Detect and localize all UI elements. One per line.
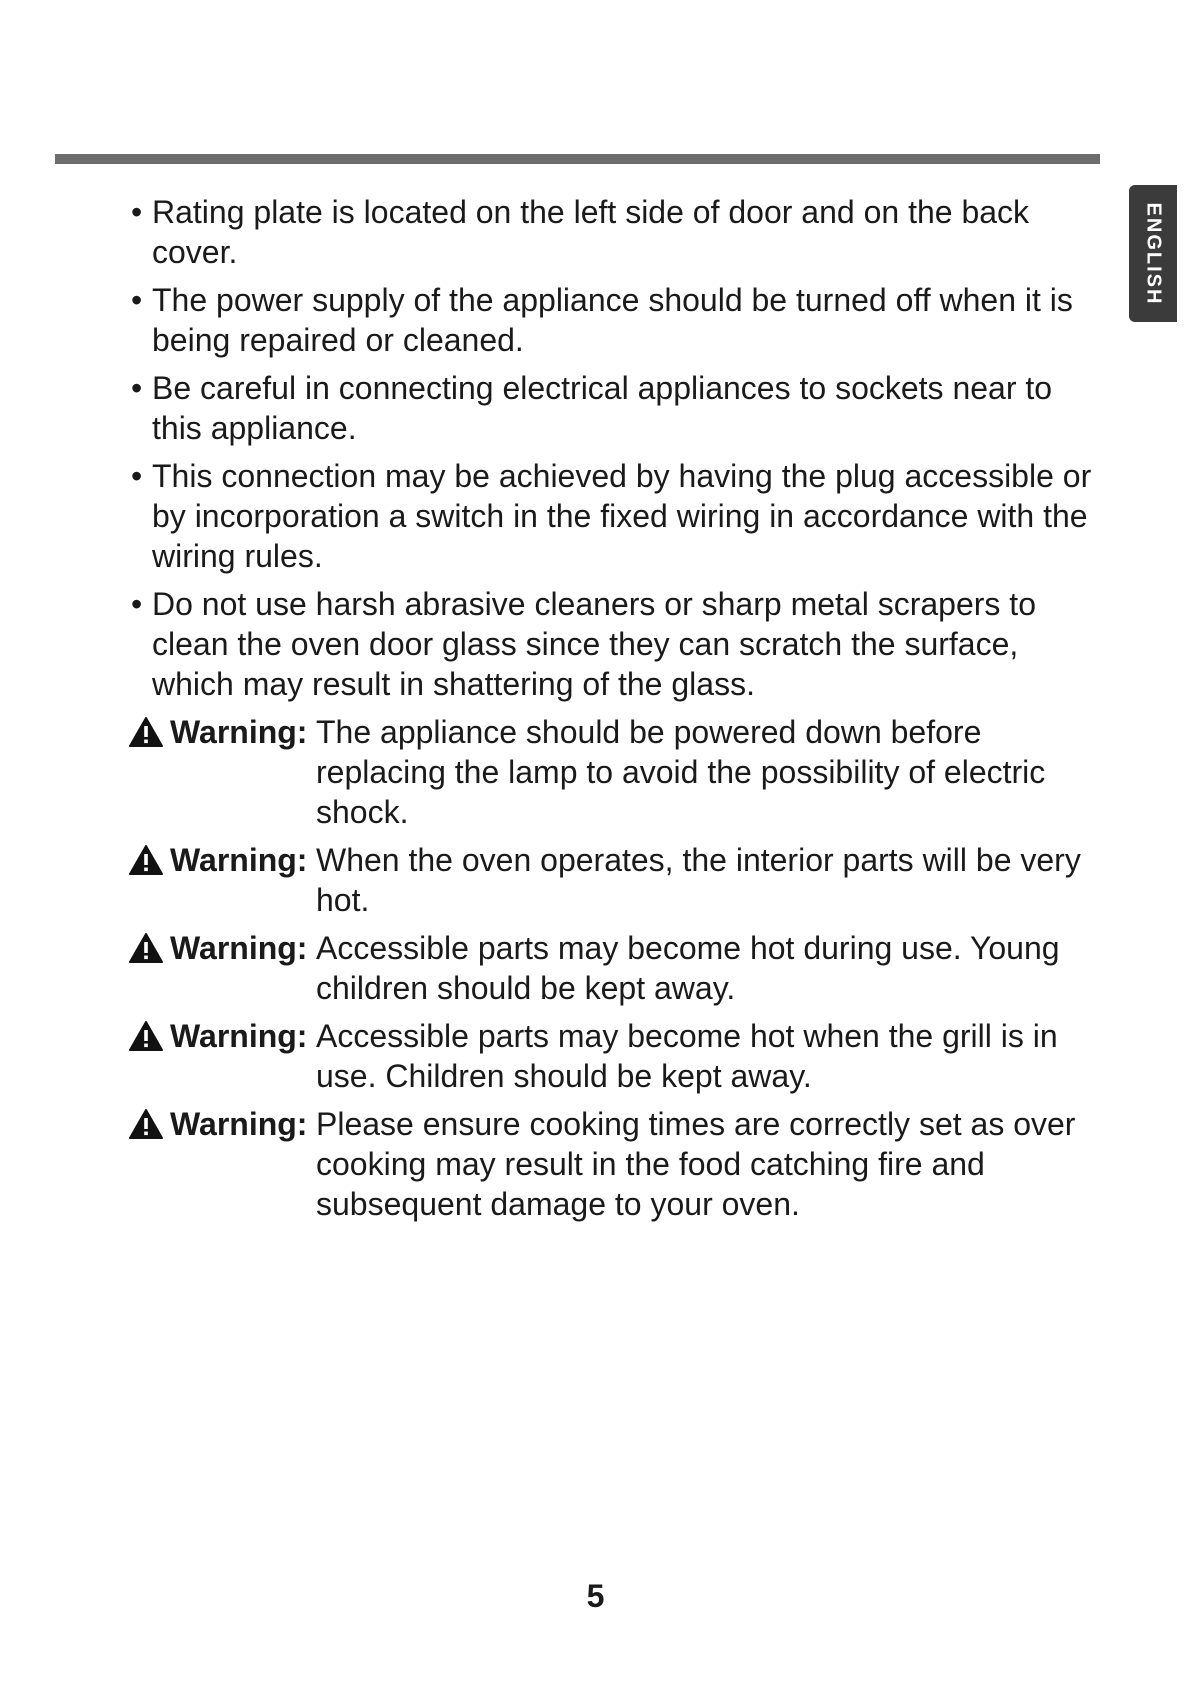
language-tab: [1129, 185, 1177, 322]
language-tab-label: ENGLISH: [1142, 202, 1165, 305]
page-number: 5: [586, 1578, 605, 1614]
bullet-symbol: •: [131, 194, 143, 230]
warning-item: [128, 712, 1103, 832]
list-item: [128, 584, 1103, 704]
bullet-text: Rating plate is located on the left side of door and on the back cover.: [152, 194, 1030, 270]
list-item: [128, 368, 1103, 448]
warning-text: The appliance should be powered down before replacing the lamp to avoid the possibility of electric shock.: [316, 714, 1046, 830]
safety-bullet-list: [128, 192, 1103, 704]
warning-item: [128, 1104, 1103, 1224]
header-rule: [55, 154, 1100, 164]
warning-triangle-icon: [128, 844, 164, 876]
warning-text: Accessible parts may become hot during use. Young children should be kept away.: [316, 930, 1060, 1006]
warning-item: [128, 1016, 1103, 1096]
warning-label: Warning:: [170, 1018, 308, 1054]
warning-label: Warning:: [170, 1106, 308, 1142]
warning-label: Warning:: [170, 842, 308, 878]
warning-text: Accessible parts may become hot when the grill is in use. Children should be kept away.: [316, 1018, 1058, 1094]
bullet-text: Do not use harsh abrasive cleaners or sharp metal scrapers to clean the oven door glass since they can scratch the surface, which may result in shattering of the glass.: [152, 586, 1036, 702]
bullet-text: This connection may be achieved by having the plug accessible or by incorporation a switch in the fixed wiring in accordance with the wiring rules.: [152, 458, 1092, 574]
list-item: [128, 192, 1103, 272]
warning-item: [128, 840, 1103, 920]
bullet-symbol: •: [131, 458, 143, 494]
warning-item: [128, 928, 1103, 1008]
warning-triangle-icon: [128, 932, 164, 964]
bullet-text: The power supply of the appliance should be turned off when it is being repaired or cleaned.: [152, 282, 1073, 358]
bullet-symbol: •: [131, 370, 143, 406]
bullet-text: Be careful in connecting electrical appliances to sockets near to this appliance.: [152, 370, 1053, 446]
list-item: [128, 456, 1103, 576]
bullet-symbol: •: [131, 586, 143, 622]
list-item: [128, 280, 1103, 360]
warning-text: Please ensure cooking times are correctly set as over cooking may result in the food catching fire and subsequent damage to your oven.: [316, 1106, 1076, 1222]
page-content: [128, 192, 1103, 1224]
bullet-symbol: •: [131, 282, 143, 318]
warning-list: [128, 712, 1103, 1224]
warning-triangle-icon: [128, 1108, 164, 1140]
warning-text: When the oven operates, the interior parts will be very hot.: [316, 842, 1081, 918]
warning-label: Warning:: [170, 930, 308, 966]
warning-label: Warning:: [170, 714, 308, 750]
warning-triangle-icon: [128, 1020, 164, 1052]
warning-triangle-icon: [128, 716, 164, 748]
